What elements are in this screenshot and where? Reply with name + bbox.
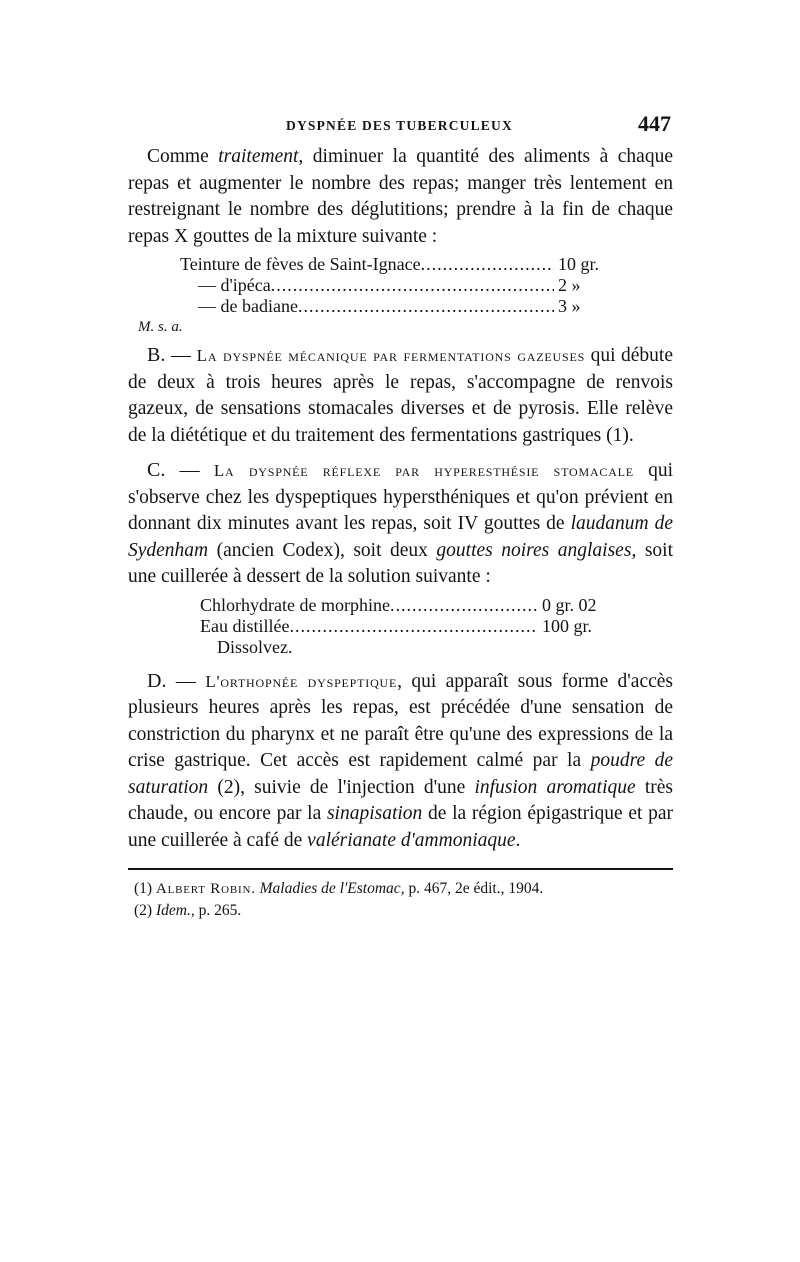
italic-term: sinapisation [326,803,423,824]
text-span: , diminuer la quantité des aliments à chaque repas et augmenter le nombre des repas; manger très lentement en restreignant le nombre des déglutitions; prendre à la fin de chaque repas X gouttes de la mixture suivante : [128,146,673,247]
text-span: , p. 265. [190,902,242,919]
footnote-number: (2) [134,902,156,919]
footnote-2 [134,900,673,921]
italic-term: laudanum de Sydenham [128,513,674,561]
formula-row [198,296,610,317]
footnote-number: (1) [134,880,156,897]
dot-leader [289,616,538,637]
formula-row [200,595,612,616]
italic-term: valérianate d'ammoniaque [307,829,516,851]
dot-leader [271,275,554,296]
text-span: qui s'observe chez les dyspeptiques hypersthéniques et qu'on prévient en donnant dix minutes avant les repas, soit IV gouttes de [128,460,674,534]
text-span: , soit une cuillerée à dessert de la solution suivante : [128,539,673,587]
page-header [128,108,673,144]
ingredient-name: Teinture de fèves de Saint-Ignace [180,254,421,274]
formula-row [200,616,612,637]
footnote-title: Idem. [155,902,191,919]
footnotes [128,868,673,921]
italic-term: traitement [218,146,299,167]
ingredient-name: — d'ipéca [198,275,271,295]
book-page [128,108,673,921]
dot-leader [390,595,538,616]
footnote-1 [134,878,673,900]
text-span: , qui apparaît sous forme d'accès plusieurs heures après les repas, est précédée d'une sensation de constriction du pharynx et ne paraît être qu'une des expressions de la crise gastrique. Cet accès est rapidement calmé par la [128,670,674,771]
ingredient-quantity: 10 gr. [558,254,600,274]
section-d [128,668,673,855]
text-span: , p. 467, 2e édit., 1904. [400,880,544,897]
ingredient-quantity: 3 » [558,296,581,316]
italic-term: gouttes noires anglaises [436,539,632,561]
text-span: de la région épigastrique et par une cuillerée à café de [128,803,673,851]
section-letter: C. — [147,459,214,481]
section-b [128,342,673,449]
formula-2 [128,595,673,658]
formula-row [198,275,610,296]
section-heading: L'orthopnée dyspeptique [205,671,398,691]
text-span: (2), suivie de l'injection d'une [208,776,475,798]
formula-1 [128,254,673,338]
ingredient-quantity: 0 gr. 02 [542,594,597,615]
ingredient-quantity: 100 gr. [542,615,593,636]
dot-leader [298,296,554,317]
ingredient-name: Eau distillée [200,615,290,636]
italic-term: poudre de saturation [128,750,673,798]
section-heading: La dyspnée mécanique par fermentations gazeuses [196,346,586,365]
dot-leader [421,254,554,275]
ingredient-name: — de badiane [198,296,298,316]
section-letter: B. — [147,344,197,366]
formula-footer: M. s. a. [138,319,183,335]
italic-term: infusion aromatique [474,776,636,798]
text-span: qui débute de deux à trois heures après le repas, s'accompagne de renvois gazeux, de sensations stomacales diverses et de pyrosis. Elle relève de la diététique et du traitement des fermentations gastriques (1). [128,345,673,446]
paragraph-treatment [128,144,673,250]
text-span: très chaude, ou encore par la [128,776,674,824]
ingredient-name: Chlorhydrate de morphine [200,594,390,615]
formula-row [180,254,610,275]
section-heading: La dyspnée réflexe par hyperesthésie stomacale [213,461,634,480]
text-span: (ancien Codex), soit deux [208,539,437,561]
running-title: DYSPNÉE DES TUBERCULEUX [286,118,513,133]
page-number: 447 [638,111,671,136]
text-span: . [515,829,521,851]
formula-footer: Dissolvez. [217,636,293,657]
footnote-author: Albert Robin. [155,881,256,897]
footnote-title: Maladies de l'Estomac [255,880,401,897]
section-letter: D. — [147,669,206,692]
section-c [128,457,673,591]
text-span: Comme [147,146,219,167]
ingredient-quantity: 2 » [558,275,581,295]
